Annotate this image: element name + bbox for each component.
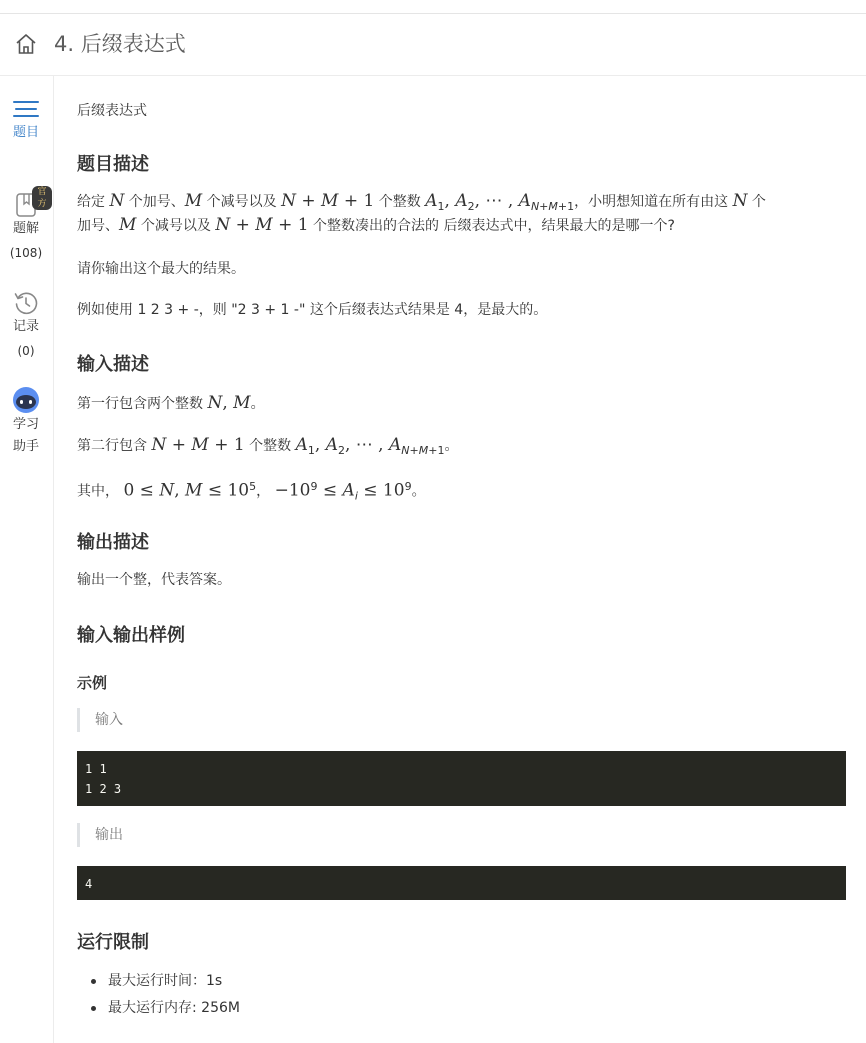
official-badge: 官方 xyxy=(32,186,52,210)
description-paragraph-3: 例如使用 1 2 3 + -，则 "2 3 + 1 -" 这个后缀表达式结果是 4，是最大的。 xyxy=(77,302,548,318)
input-paragraph-3: 其中， 0 ≤ N, $M \le 10^5$， $-10^9 \le A_i \le 10^9$。 xyxy=(77,480,426,503)
robot-assistant-icon xyxy=(12,386,40,414)
sidebar-item-assistant[interactable] xyxy=(0,386,52,458)
list-icon xyxy=(12,98,40,122)
sidebar-item-label-line2: 助手 xyxy=(12,439,39,454)
page-title: 4. 后缀表达式 xyxy=(54,32,186,56)
history-icon xyxy=(13,290,39,316)
records-count: (0) xyxy=(17,344,35,358)
output-label: 输出 xyxy=(77,823,123,847)
sidebar-item-problem[interactable] xyxy=(0,98,52,144)
input-code-block[interactable]: 1 1 1 2 3 xyxy=(77,751,846,806)
home-icon[interactable] xyxy=(14,32,38,56)
limits-heading: 运行限制 xyxy=(77,932,149,953)
solutions-count: (108) xyxy=(9,246,43,260)
sidebar xyxy=(0,76,54,1043)
input-paragraph-1: 第一行包含两个整数 N, M。 xyxy=(77,393,265,413)
problem-crumb: 后缀表达式 xyxy=(77,103,147,119)
output-heading: 输出描述 xyxy=(77,532,149,553)
description-line-2: 加号、M 个减号以及 N + M + 1 个整数凑出的合法的 后缀表达式中，结果最大的是哪一个? xyxy=(77,215,675,235)
list-item: 最大运行内存: 256M xyxy=(77,995,240,1022)
sidebar-item-label: 记录 xyxy=(12,319,39,334)
input-label: 输入 xyxy=(77,708,123,732)
example-heading: 示例 xyxy=(77,674,108,692)
output-code-block[interactable]: 4 xyxy=(77,866,846,900)
limits-list xyxy=(77,968,240,1022)
sidebar-item-records[interactable] xyxy=(0,290,52,361)
io-examples-heading: 输入输出样例 xyxy=(77,625,185,646)
header xyxy=(0,14,866,76)
description-heading: 题目描述 xyxy=(77,154,149,175)
output-paragraph: 输出一个整，代表答案。 xyxy=(77,572,231,588)
sidebar-item-label-line1: 学习 xyxy=(12,417,39,432)
description-line-1: 给定 N 个加号、M 个减号以及 N + M + 1 个整数 $A_1$, $A_2$, ⋯ , $A_{N+M+1}$，小明想知道在所有由这 N 个 xyxy=(77,191,766,213)
description-paragraph-2: 请你输出这个最大的结果。 xyxy=(77,261,245,277)
input-paragraph-2: 第二行包含 N + M + 1 个整数 $A_1$, $A_2$, ⋯ , $A_{N+M+1}$。 xyxy=(77,435,459,457)
sidebar-item-label: 题解 xyxy=(12,221,39,236)
list-item: 最大运行时间：1s xyxy=(77,968,240,995)
input-heading: 输入描述 xyxy=(77,354,149,375)
sidebar-item-label: 题目 xyxy=(12,125,39,140)
sidebar-item-solutions[interactable] xyxy=(0,187,52,263)
